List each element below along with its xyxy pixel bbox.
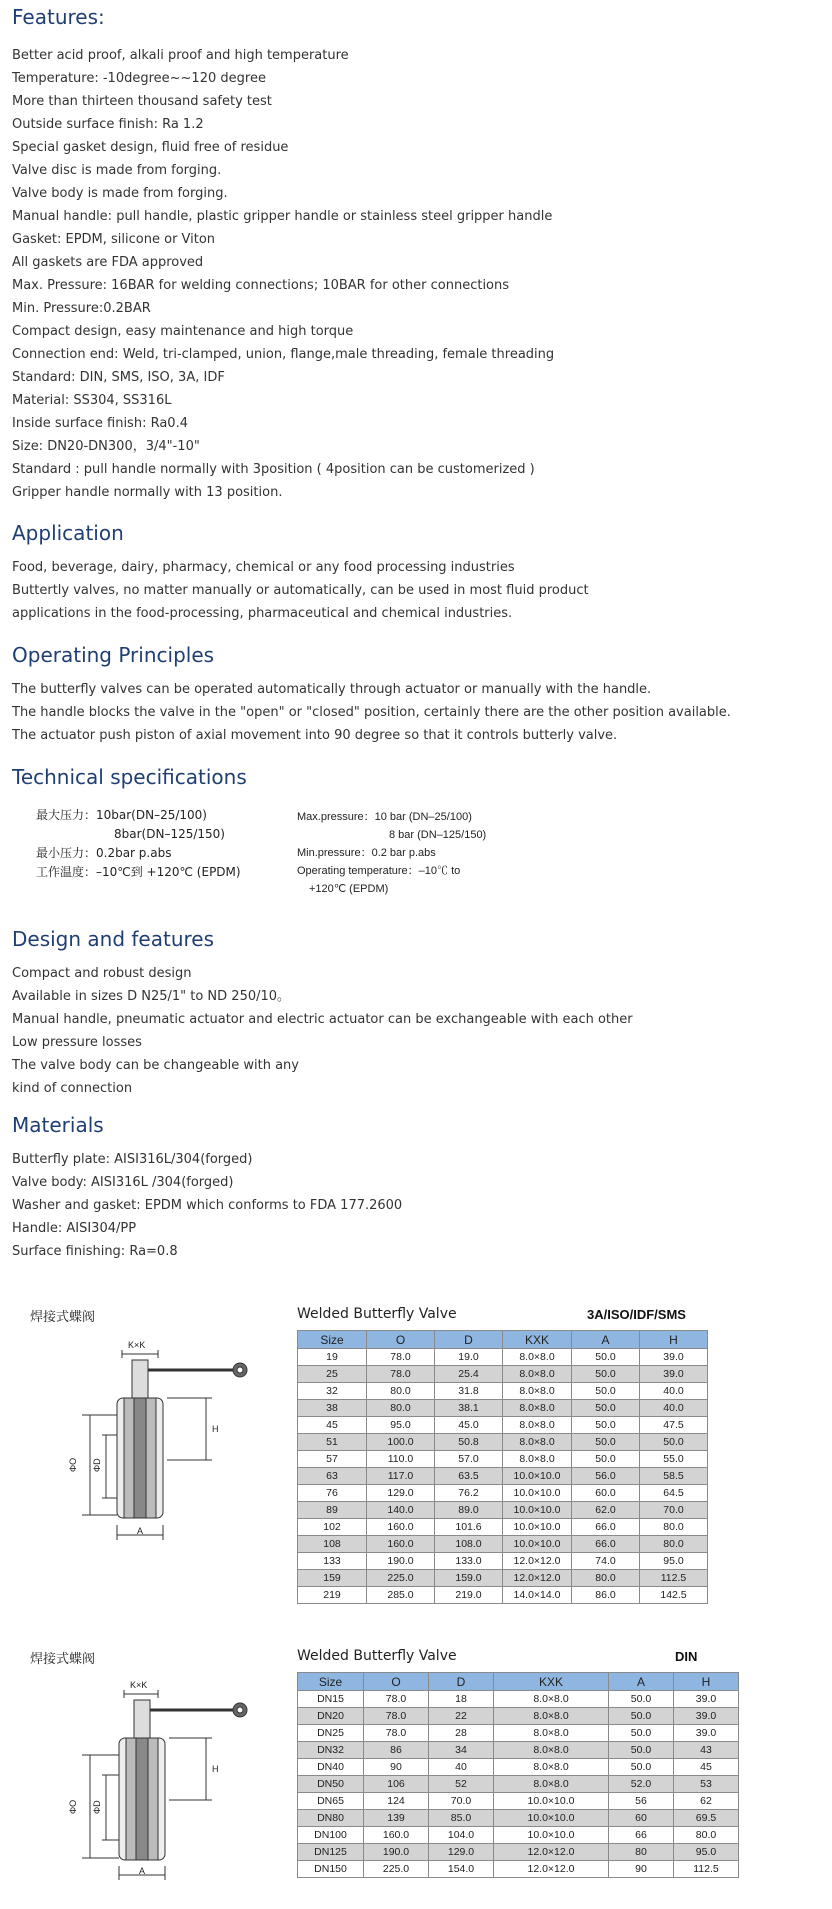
text-line: The valve body can be changeable with any	[12, 1058, 299, 1073]
h-label: H	[212, 1764, 219, 1774]
principles-list	[12, 678, 731, 747]
text-line: Inside surface finish: Ra0.4	[12, 416, 188, 431]
techspec-english	[297, 808, 486, 898]
techspec-heading: Technical specifications	[12, 765, 247, 789]
table-cell: 40	[429, 1759, 494, 1776]
table-cell: 133.0	[435, 1553, 503, 1570]
table-cell: 50.0	[609, 1691, 674, 1708]
application-section	[12, 520, 589, 625]
table-standard: 3A/ISO/IDF/SMS	[587, 1307, 686, 1322]
text-line: Buttertly valves, no matter manually or automatically, can be used in most fluid product	[12, 583, 589, 598]
table-cell: 8.0×8.0	[503, 1434, 572, 1451]
table-cell: 95.0	[367, 1417, 435, 1434]
table-title: Welded Butterfly Valve	[297, 1306, 457, 1322]
table-cell: 69.5	[674, 1810, 739, 1827]
text-line: Special gasket design, fluid free of residue	[12, 140, 289, 155]
table-cell: 129.0	[429, 1844, 494, 1861]
table-cell: 89.0	[435, 1502, 503, 1519]
table-cell: DN40	[298, 1759, 364, 1776]
text-line: Low pressure losses	[12, 1035, 142, 1050]
spec-en-line: Min.pressure：0.2 bar p.abs	[297, 847, 436, 859]
valve-dimension-table	[297, 1330, 708, 1604]
table-row	[298, 1844, 739, 1861]
column-header: KXK	[494, 1673, 609, 1691]
table-cell: 40.0	[640, 1383, 708, 1400]
text-line: Material: SS304, SS316L	[12, 393, 172, 408]
text-line: Manual handle, pneumatic actuator and electric actuator can be exchangeable with each other	[12, 1012, 633, 1027]
table-row	[298, 1776, 739, 1793]
column-header: D	[429, 1673, 494, 1691]
table-cell: 53	[674, 1776, 739, 1793]
table-cell: 10.0×10.0	[494, 1810, 609, 1827]
text-line: Handle: AISI304/PP	[12, 1221, 137, 1236]
table-cell: 47.5	[640, 1417, 708, 1434]
table-cell: 8.0×8.0	[494, 1708, 609, 1725]
table-cell: 8.0×8.0	[494, 1725, 609, 1742]
table-cell: 50.0	[572, 1366, 640, 1383]
column-header: H	[674, 1673, 739, 1691]
table-cell: 8.0×8.0	[494, 1776, 609, 1793]
table-cell: 219.0	[435, 1587, 503, 1604]
table-cell: 160.0	[367, 1536, 435, 1553]
text-line: Temperature: -10degree~~120 degree	[12, 71, 266, 86]
table-cell: 62.0	[572, 1502, 640, 1519]
table-cell: DN80	[298, 1810, 364, 1827]
spec-en-line: Operating temperature：–10℃ to	[297, 865, 461, 877]
table-cell: 78.0	[367, 1349, 435, 1366]
table-cell: 38.1	[435, 1400, 503, 1417]
text-line: Outside surface finish: Ra 1.2	[12, 117, 204, 132]
table-cell: 34	[429, 1742, 494, 1759]
column-header: Size	[298, 1331, 367, 1349]
spec-cn-line: 8bar(DN–125/150)	[114, 827, 225, 841]
table-header-row	[298, 1673, 739, 1691]
table-cell: 63.5	[435, 1468, 503, 1485]
table-cell: 50.0	[609, 1759, 674, 1776]
table-cell: 25	[298, 1366, 367, 1383]
table-cell: 159	[298, 1570, 367, 1587]
table-cell: 14.0×14.0	[503, 1587, 572, 1604]
design-list	[12, 962, 633, 1100]
design-section	[12, 926, 633, 1100]
table-row	[298, 1519, 708, 1536]
table-cell: 8.0×8.0	[503, 1417, 572, 1434]
table-cell: DN15	[298, 1691, 364, 1708]
table-row	[298, 1383, 708, 1400]
table-cell: 32	[298, 1383, 367, 1400]
od-label: ΦO	[68, 1799, 78, 1814]
table-cell: 142.5	[640, 1587, 708, 1604]
table-cell: 8.0×8.0	[503, 1383, 572, 1400]
table-row	[298, 1759, 739, 1776]
text-line: Valve body is made from forging.	[12, 186, 228, 201]
table-cell: 101.6	[435, 1519, 503, 1536]
features-section	[12, 4, 554, 504]
table-cell: DN125	[298, 1844, 364, 1861]
kxk-label: K×K	[128, 1340, 146, 1350]
table-cell: DN20	[298, 1708, 364, 1725]
text-line: The handle blocks the valve in the "open" or "closed" position, certainly there are the other position available.	[12, 705, 731, 720]
table-cell: 100.0	[367, 1434, 435, 1451]
table-row	[298, 1468, 708, 1485]
table-cell: 25.4	[435, 1366, 503, 1383]
table-row	[298, 1366, 708, 1383]
table-cell: 104.0	[429, 1827, 494, 1844]
table-cell: 62	[674, 1793, 739, 1810]
table-cell: 39.0	[674, 1708, 739, 1725]
table-cell: 86.0	[572, 1587, 640, 1604]
table-cell: 60.0	[572, 1485, 640, 1502]
column-header: A	[609, 1673, 674, 1691]
table-cell: 66.0	[572, 1536, 640, 1553]
column-header: D	[435, 1331, 503, 1349]
table-cell: 39.0	[674, 1725, 739, 1742]
column-header: A	[572, 1331, 640, 1349]
table-row	[298, 1793, 739, 1810]
table-cell: 50.0	[572, 1383, 640, 1400]
table-cell: 80.0	[674, 1827, 739, 1844]
table-cell: 154.0	[429, 1861, 494, 1878]
table-cell: 50.0	[609, 1708, 674, 1725]
table-cell: 39.0	[674, 1691, 739, 1708]
table-cell: 58.5	[640, 1468, 708, 1485]
table-cell: 159.0	[435, 1570, 503, 1587]
table-cell: 86	[364, 1742, 429, 1759]
text-line: Available in sizes D N25/1" to ND 250/10。	[12, 989, 291, 1004]
table-cell: 12.0×12.0	[503, 1570, 572, 1587]
table-cell: 28	[429, 1725, 494, 1742]
table-cell: 112.5	[640, 1570, 708, 1587]
table-cell: DN32	[298, 1742, 364, 1759]
materials-heading: Materials	[12, 1113, 104, 1137]
valve-table-block-din	[12, 1638, 822, 1909]
table-cell: 66.0	[572, 1519, 640, 1536]
table-cell: 90	[609, 1861, 674, 1878]
table-cell: 50.0	[572, 1349, 640, 1366]
text-line: Max. Pressure: 16BAR for welding connections; 10BAR for other connections	[12, 278, 510, 293]
table-row	[298, 1349, 708, 1366]
table-cell: 10.0×10.0	[503, 1485, 572, 1502]
table-cell: 10.0×10.0	[503, 1519, 572, 1536]
table-cell: 8.0×8.0	[503, 1400, 572, 1417]
table-cell: 219	[298, 1587, 367, 1604]
design-heading: Design and features	[12, 927, 215, 951]
principles-heading: Operating Principles	[12, 643, 215, 667]
table-cell: 50.0	[609, 1725, 674, 1742]
text-line: Standard: DIN, SMS, ISO, 3A, IDF	[12, 370, 225, 385]
spec-en-line: Max.pressure：10 bar (DN–25/100)	[297, 811, 472, 823]
table-cell: 18	[429, 1691, 494, 1708]
column-header: KXK	[503, 1331, 572, 1349]
table-cell: 190.0	[364, 1844, 429, 1861]
table-cell: DN100	[298, 1827, 364, 1844]
a-label: A	[137, 1526, 144, 1536]
table-row	[298, 1570, 708, 1587]
table-cell: 117.0	[367, 1468, 435, 1485]
table-cell: 10.0×10.0	[503, 1536, 572, 1553]
table-cell: 285.0	[367, 1587, 435, 1604]
table-cell: 160.0	[367, 1519, 435, 1536]
materials-list	[12, 1148, 402, 1263]
features-heading: Features:	[12, 5, 105, 29]
table-row	[298, 1810, 739, 1827]
table-cell: 43	[674, 1742, 739, 1759]
text-line: Manual handle: pull handle, plastic gripper handle or stainless steel gripper handle	[12, 209, 553, 224]
table-row	[298, 1708, 739, 1725]
table-cell: 57.0	[435, 1451, 503, 1468]
table-cell: 8.0×8.0	[494, 1759, 609, 1776]
table-cell: 12.0×12.0	[494, 1844, 609, 1861]
table-cell: 133	[298, 1553, 367, 1570]
table-cell: 60	[609, 1810, 674, 1827]
table-row	[298, 1434, 708, 1451]
features-list	[12, 44, 554, 504]
table-cell: 10.0×10.0	[494, 1827, 609, 1844]
text-line: All gaskets are FDA approved	[12, 255, 204, 270]
table-cell: 10.0×10.0	[494, 1793, 609, 1810]
text-line: Food, beverage, dairy, pharmacy, chemical or any food processing industries	[12, 560, 515, 575]
table-row	[298, 1417, 708, 1434]
text-line: Washer and gasket: EPDM which conforms to FDA 177.2600	[12, 1198, 403, 1213]
application-list	[12, 556, 589, 625]
text-line: More than thirteen thousand safety test	[12, 94, 272, 109]
table-cell: 225.0	[364, 1861, 429, 1878]
table-cell: 50.0	[572, 1417, 640, 1434]
text-line: Standard : pull handle normally with 3position ( 4position can be customerized )	[12, 462, 535, 477]
column-header: O	[367, 1331, 435, 1349]
table-cell: 78.0	[364, 1708, 429, 1725]
table-cell: 70.0	[640, 1502, 708, 1519]
table-cell: 22	[429, 1708, 494, 1725]
valve-table-block-3a	[12, 1296, 822, 1616]
column-header: O	[364, 1673, 429, 1691]
text-line: Compact and robust design	[12, 966, 192, 981]
table-cell: 10.0×10.0	[503, 1502, 572, 1519]
table-cell: 38	[298, 1400, 367, 1417]
table-row	[298, 1502, 708, 1519]
table-cell: 80.0	[640, 1536, 708, 1553]
table-cell: DN150	[298, 1861, 364, 1878]
table-row	[298, 1485, 708, 1502]
kxk-label: K×K	[130, 1680, 148, 1690]
table-cell: 40.0	[640, 1400, 708, 1417]
table-cell: 70.0	[429, 1793, 494, 1810]
table-cell: 80.0	[640, 1519, 708, 1536]
table-cell: 80.0	[367, 1400, 435, 1417]
table-cell: 56.0	[572, 1468, 640, 1485]
table-cell: 39.0	[640, 1349, 708, 1366]
table-cell: 78.0	[364, 1725, 429, 1742]
table-cell: 51	[298, 1434, 367, 1451]
table-row	[298, 1536, 708, 1553]
table-cell: 66	[609, 1827, 674, 1844]
table-cell: 8.0×8.0	[503, 1349, 572, 1366]
table-cell: 190.0	[367, 1553, 435, 1570]
table-cell: 80.0	[367, 1383, 435, 1400]
text-line: Gripper handle normally with 13 position.	[12, 485, 283, 500]
table-row	[298, 1553, 708, 1570]
table-cell: 39.0	[640, 1366, 708, 1383]
table-cell: 90	[364, 1759, 429, 1776]
text-line: Butterfly plate: AISI316L/304(forged)	[12, 1152, 253, 1167]
table-row	[298, 1587, 708, 1604]
application-heading: Application	[12, 521, 124, 545]
h-label: H	[212, 1424, 219, 1434]
column-header: Size	[298, 1673, 364, 1691]
table-cell: 52.0	[609, 1776, 674, 1793]
table-row	[298, 1691, 739, 1708]
spec-en-line: 8 bar (DN–125/150)	[389, 829, 487, 841]
valve-cn-label: 焊接式蝶阀	[30, 1310, 96, 1325]
table-cell: 139	[364, 1810, 429, 1827]
table-cell: 76.2	[435, 1485, 503, 1502]
table-cell: 225.0	[367, 1570, 435, 1587]
text-line: Connection end: Weld, tri-clamped, union, flange,male threading, female threading	[12, 347, 555, 362]
table-cell: 80.0	[572, 1570, 640, 1587]
text-line: Size: DN20-DN300，3/4"-10"	[12, 439, 200, 454]
text-line: Valve disc is made from forging.	[12, 163, 222, 178]
table-cell: 19	[298, 1349, 367, 1366]
table-cell: 19.0	[435, 1349, 503, 1366]
table-cell: 110.0	[367, 1451, 435, 1468]
table-cell: 8.0×8.0	[503, 1366, 572, 1383]
table-cell: 50.0	[640, 1434, 708, 1451]
valve-dimension-table	[297, 1672, 739, 1878]
d-label: ΦD	[92, 1800, 102, 1814]
table-cell: 50.8	[435, 1434, 503, 1451]
table-cell: 45	[674, 1759, 739, 1776]
table-cell: 74.0	[572, 1553, 640, 1570]
table-cell: 76	[298, 1485, 367, 1502]
table-cell: 108.0	[435, 1536, 503, 1553]
d-label: ΦD	[92, 1458, 102, 1472]
table-cell: 140.0	[367, 1502, 435, 1519]
table-cell: 31.8	[435, 1383, 503, 1400]
table-cell: 80	[609, 1844, 674, 1861]
valve-cn-label: 焊接式蝶阀	[30, 1652, 96, 1667]
table-cell: 63	[298, 1468, 367, 1485]
text-line: Surface finishing: Ra=0.8	[12, 1244, 178, 1259]
techspec-chinese	[36, 806, 241, 882]
table-cell: 12.0×12.0	[503, 1553, 572, 1570]
table-cell: 50.0	[572, 1451, 640, 1468]
table-row	[298, 1400, 708, 1417]
table-cell: DN65	[298, 1793, 364, 1810]
table-cell: 64.5	[640, 1485, 708, 1502]
table-cell: 78.0	[367, 1366, 435, 1383]
table-cell: 55.0	[640, 1451, 708, 1468]
table-row	[298, 1742, 739, 1759]
table-cell: 95.0	[640, 1553, 708, 1570]
text-line: Compact design, easy maintenance and high torque	[12, 324, 354, 339]
table-cell: 78.0	[364, 1691, 429, 1708]
table-standard: DIN	[675, 1649, 698, 1664]
table-row	[298, 1827, 739, 1844]
table-cell: 8.0×8.0	[494, 1742, 609, 1759]
table-title: Welded Butterfly Valve	[297, 1648, 457, 1664]
a-label: A	[139, 1866, 146, 1876]
spec-cn-line: 最大压力：10bar(DN–25/100)	[36, 808, 207, 822]
table-cell: 89	[298, 1502, 367, 1519]
table-row	[298, 1725, 739, 1742]
techspec-section	[12, 764, 487, 895]
text-line: The actuator push piston of axial movement into 90 degree so that it controls butterly valve.	[12, 728, 618, 743]
table-row	[298, 1451, 708, 1468]
text-line: kind of connection	[12, 1081, 133, 1096]
spec-en-line: +120℃ (EPDM)	[309, 883, 389, 895]
table-cell: 50.0	[572, 1400, 640, 1417]
table-cell: 112.5	[674, 1861, 739, 1878]
spec-cn-line: 最小压力：0.2bar p.abs	[36, 846, 172, 860]
text-line: The butterfly valves can be operated automatically through actuator or manually with the handle.	[12, 682, 652, 697]
table-cell: 124	[364, 1793, 429, 1810]
table-cell: 8.0×8.0	[503, 1451, 572, 1468]
table-cell: 8.0×8.0	[494, 1691, 609, 1708]
table-cell: DN50	[298, 1776, 364, 1793]
table-cell: 129.0	[367, 1485, 435, 1502]
table-cell: 12.0×12.0	[494, 1861, 609, 1878]
table-cell: 57	[298, 1451, 367, 1468]
table-cell: 95.0	[674, 1844, 739, 1861]
table-cell: 50.0	[572, 1434, 640, 1451]
table-cell: 45	[298, 1417, 367, 1434]
text-line: Min. Pressure:0.2BAR	[12, 301, 151, 316]
table-cell: 52	[429, 1776, 494, 1793]
table-cell: 56	[609, 1793, 674, 1810]
text-line: Better acid proof, alkali proof and high temperature	[12, 48, 349, 63]
table-cell: DN25	[298, 1725, 364, 1742]
table-cell: 160.0	[364, 1827, 429, 1844]
butterfly-valve-drawing-2	[62, 1680, 262, 1880]
table-cell: 102	[298, 1519, 367, 1536]
table-cell: 85.0	[429, 1810, 494, 1827]
table-cell: 10.0×10.0	[503, 1468, 572, 1485]
principles-section	[12, 642, 731, 747]
table-cell: 108	[298, 1536, 367, 1553]
materials-section	[12, 1112, 402, 1263]
text-line: Valve body: AISI316L /304(forged)	[12, 1175, 234, 1190]
table-cell: 50.0	[609, 1742, 674, 1759]
text-line: Gasket: EPDM, silicone or Viton	[12, 232, 216, 247]
table-row	[298, 1861, 739, 1878]
column-header: H	[640, 1331, 708, 1349]
text-line: applications in the food-processing, pharmaceutical and chemical industries.	[12, 606, 513, 621]
table-cell: 106	[364, 1776, 429, 1793]
table-header-row	[298, 1331, 708, 1349]
spec-cn-line: 工作温度：–10℃到 +120℃ (EPDM)	[36, 865, 241, 879]
table-cell: 45.0	[435, 1417, 503, 1434]
butterfly-valve-drawing-1	[62, 1340, 262, 1540]
od-label: ΦO	[68, 1457, 78, 1472]
